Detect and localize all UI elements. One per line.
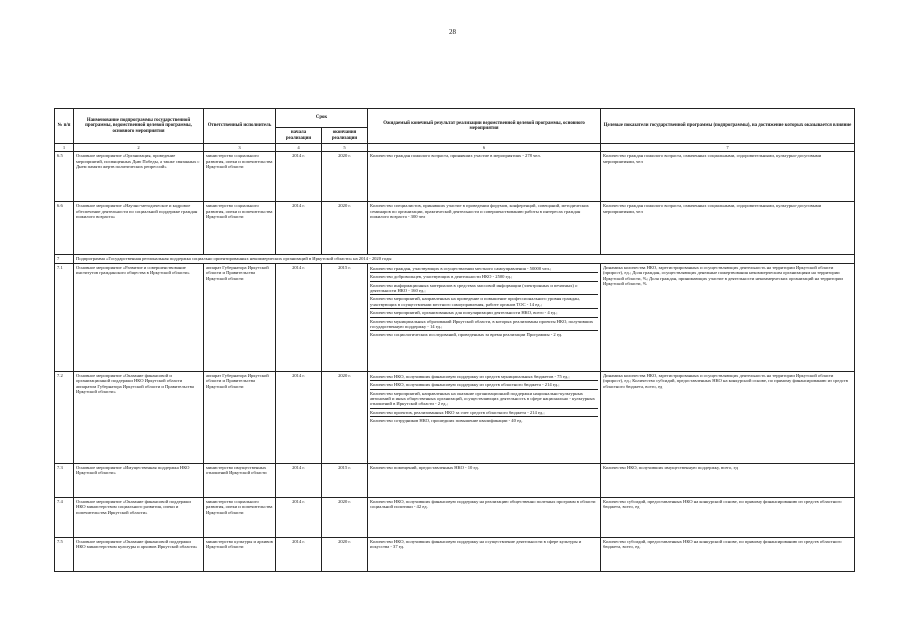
row-indicators: Количество граждан пожилого возраста, охваченных социальными, оздоровительными, культурно-досуговыми мероприятиями, чел bbox=[601, 202, 855, 255]
table-row bbox=[55, 463, 855, 497]
section-title: Подпрограмма «Государственная региональная поддержка социально ориентированных некоммерческих организаций в Иркутской области» на 2014 - 2020 годы bbox=[74, 255, 855, 263]
row-responsible: министерство культуры и архивов Иркутской области bbox=[204, 537, 276, 571]
row-responsible: министерство социального развития, опеки и попечительства Иркутской области bbox=[204, 497, 276, 537]
row-num: 7.4 bbox=[55, 497, 74, 537]
row-name: Основное мероприятие «Оказание финансовой поддержки НКО министерством культуры и архивов Иркутской области» bbox=[74, 537, 204, 571]
page-number: 28 bbox=[449, 28, 456, 36]
row-start: 2014 г. bbox=[276, 497, 322, 537]
row-name: Основное мероприятие «Имущественная поддержка НКО Иркутской области» bbox=[74, 463, 204, 497]
row-result: Количество НКО, получивших финансовую поддержку на осуществление деятельности в сфере культуры и искусства - 37 ед. bbox=[368, 537, 601, 571]
row-result bbox=[368, 371, 601, 463]
row-responsible: министерство социального развития, опеки и попечительства Иркутской области bbox=[204, 202, 276, 255]
header-name: Наименование подпрограммы государственной программы, ведомственной целевой программы, основного мероприятия bbox=[74, 109, 204, 144]
result-line: Количество информационных материалов в средствах массовой информации (электронных и печатных) о деятельности НКО - 160 ед.; bbox=[370, 282, 598, 296]
row-indicators: Количество субсидий, предоставленных НКО на конкурсной основе, по прямому финансированию из средств областного бюджета, всего, ед bbox=[601, 497, 855, 537]
result-line: Количество муниципальных образований Иркутской области, в которых реализованы проекты НКО, получивших государственную поддержку - 14 ед.; bbox=[370, 318, 598, 332]
row-result: Количество специалистов, принявших участие в проведении форумов, конференций, совещаний, методических семинаров по организации, практической деятельности и совершенствованию работы в интересах граждан пожилого возраста - 300 чел bbox=[368, 202, 601, 255]
row-indicators: Количество граждан пожилого возраста, охваченных социальными, оздоровительными, культурно-досуговыми мероприятиями, чел bbox=[601, 152, 855, 202]
row-indicators: Динамика количества НКО, зарегистрированных и осуществляющих деятельность на территории Иркутской области (прирост), ед.; Количество субсидий, предоставленных НКО на конкурсной основе, по прямому финансированию из средств областного бюджета, всего, ед bbox=[601, 371, 855, 463]
row-start: 2014 г. bbox=[276, 152, 322, 202]
row-indicators: Динамика количества НКО, зарегистрированных и осуществляющих деятельность на территории Иркутской области (прирост), ед.; Доля граждан, осуществляющих денежные пожертвования некоммерческим организациям на территории Иркутской области, %; Доля граждан, принимающих участие в деятельности некоммерческих организаций на территории Иркутской области, % bbox=[601, 263, 855, 371]
result-line: Количество НКО, получивших финансовую поддержку из средств областного бюджета - 214 ед.; bbox=[370, 381, 598, 389]
result-line: Количество НКО, получивших финансовую поддержку из средств муниципальных бюджетов - 75 ед.; bbox=[370, 373, 598, 381]
row-end: 2015 г. bbox=[322, 463, 368, 497]
row-start: 2014 г. bbox=[276, 463, 322, 497]
row-result bbox=[368, 263, 601, 371]
header-term: Срок bbox=[276, 109, 368, 128]
header-term-start: начала реализации bbox=[276, 128, 322, 144]
row-end: 2020 г. bbox=[322, 152, 368, 202]
row-name: Основное мероприятие «Оказание финансовой поддержки НКО министерством социального развития, опеки и попечительства Иркутской области» bbox=[74, 497, 204, 537]
row-end: 2020 г. bbox=[322, 537, 368, 571]
result-line: Количество проектов, реализованных НКО за счет средств областного бюджета - 214 ед.; bbox=[370, 409, 598, 417]
header-responsible: Ответственный исполнитель bbox=[204, 109, 276, 144]
table-row bbox=[55, 202, 855, 255]
row-start: 2014 г. bbox=[276, 537, 322, 571]
row-start: 2014 г. bbox=[276, 202, 322, 255]
col-number: 1 bbox=[55, 144, 74, 152]
program-table bbox=[54, 108, 855, 572]
row-responsible: министерство имущественных отношений Иркутской области bbox=[204, 463, 276, 497]
row-num: 7.2 bbox=[55, 371, 74, 463]
row-end: 2020 г. bbox=[322, 371, 368, 463]
row-responsible: аппарат Губернатора Иркутской области и Правительства Иркутской области bbox=[204, 263, 276, 371]
row-name: Основное мероприятие «Научно-методическое и кадровое обеспечение деятельности по социальной поддержке граждан пожилого возраста» bbox=[74, 202, 204, 255]
section-row bbox=[55, 255, 855, 263]
row-name: Основное мероприятие «Развитие и совершенствование институтов гражданского общества в Иркутской области» bbox=[74, 263, 204, 371]
row-indicators: Количество НКО, получивших имущественную поддержку, всего, ед bbox=[601, 463, 855, 497]
row-num: 7.1 bbox=[55, 263, 74, 371]
row-end: 2020 г. bbox=[322, 202, 368, 255]
row-end: 2015 г. bbox=[322, 263, 368, 371]
row-num: 6.6 bbox=[55, 202, 74, 255]
header-num: № п/п bbox=[55, 109, 74, 144]
row-num: 7.5 bbox=[55, 537, 74, 571]
header-indicators: Целевые показатели государственной программы (подпрограммы), на достижение которых оказывается влияние bbox=[601, 109, 855, 144]
result-line: Количество мероприятий, направленных на оказание организационной поддержки национально-культурных автономий и иных общественных организаций, осуществляющих деятельность в сфере национально - культурных отношений в Иркутской области - 2 ед.; bbox=[370, 390, 598, 409]
row-num: 7.3 bbox=[55, 463, 74, 497]
col-number: 5 bbox=[322, 144, 368, 152]
row-result: Количество граждан пожилого возраста, принявших участие в мероприятиях - 278 чел. bbox=[368, 152, 601, 202]
header-term-end: окончания реализации bbox=[322, 128, 368, 144]
result-line: Количество мероприятий, направленных на проведение и повышение профессионального уровня граждан, участвующих в осуществлении местного самоуправления, работе органов ТОС - 14 ед.; bbox=[370, 295, 598, 309]
row-name: Основное мероприятие «Оказание финансовой и организационной поддержки НКО Иркутской области аппаратом Губернатора Иркутской области и Правительства Иркутской области» bbox=[74, 371, 204, 463]
table-row bbox=[55, 497, 855, 537]
col-number: 7 bbox=[601, 144, 855, 152]
result-line: Количество мероприятий, организованных для популяризации деятельности НКО, всего - 4 ед.; bbox=[370, 309, 598, 317]
table-row bbox=[55, 152, 855, 202]
table-row bbox=[55, 537, 855, 571]
table-row bbox=[55, 371, 855, 463]
section-num: 7 bbox=[55, 255, 74, 263]
row-end: 2020 г. bbox=[322, 497, 368, 537]
col-number: 3 bbox=[204, 144, 276, 152]
result-line: Количество сотрудников НКО, прошедших повышение квалификации - 40 ед. bbox=[370, 418, 523, 424]
result-line: Количество граждан, участвующих в осуществлении местного самоуправления - 50000 чел.; bbox=[370, 265, 598, 273]
row-start: 2014 г. bbox=[276, 371, 322, 463]
result-line: Количество добровольцев, участвующих в деятельности НКО - 2500 ед.; bbox=[370, 273, 598, 281]
row-num: 6.5 bbox=[55, 152, 74, 202]
header-result: Ожидаемый конечный результат реализации ведомственной целевой программы, основного мероприятия bbox=[368, 109, 601, 144]
row-indicators: Количество субсидий, предоставленных НКО на конкурсной основе, по прямому финансированию из средств областного бюджета, всего, ед. bbox=[601, 537, 855, 571]
row-responsible: министерство социального развития, опеки и попечительства Иркутской области bbox=[204, 152, 276, 202]
row-start: 2014 г. bbox=[276, 263, 322, 371]
row-result: Количество НКО, получивших финансовую поддержку на реализацию общественно полезных программ в области социальной политики - 42 ед. bbox=[368, 497, 601, 537]
row-result: Количество помещений, предоставленных НКО - 10 ед. bbox=[368, 463, 601, 497]
column-numbers-row bbox=[55, 144, 855, 152]
table-row bbox=[55, 263, 855, 371]
row-name: Основное мероприятие «Организация, проведение мероприятий, посвященных Дню Победы, а также связанных с Днем памяти жертв политических репрессий» bbox=[74, 152, 204, 202]
result-line: Количество социологических исследований, проведенных за время реализации Программы - 2 ед. bbox=[370, 332, 563, 338]
col-number: 6 bbox=[368, 144, 601, 152]
col-number: 2 bbox=[74, 144, 204, 152]
col-number: 4 bbox=[276, 144, 322, 152]
row-responsible: аппарат Губернатора Иркутской области и Правительства Иркутской области bbox=[204, 371, 276, 463]
